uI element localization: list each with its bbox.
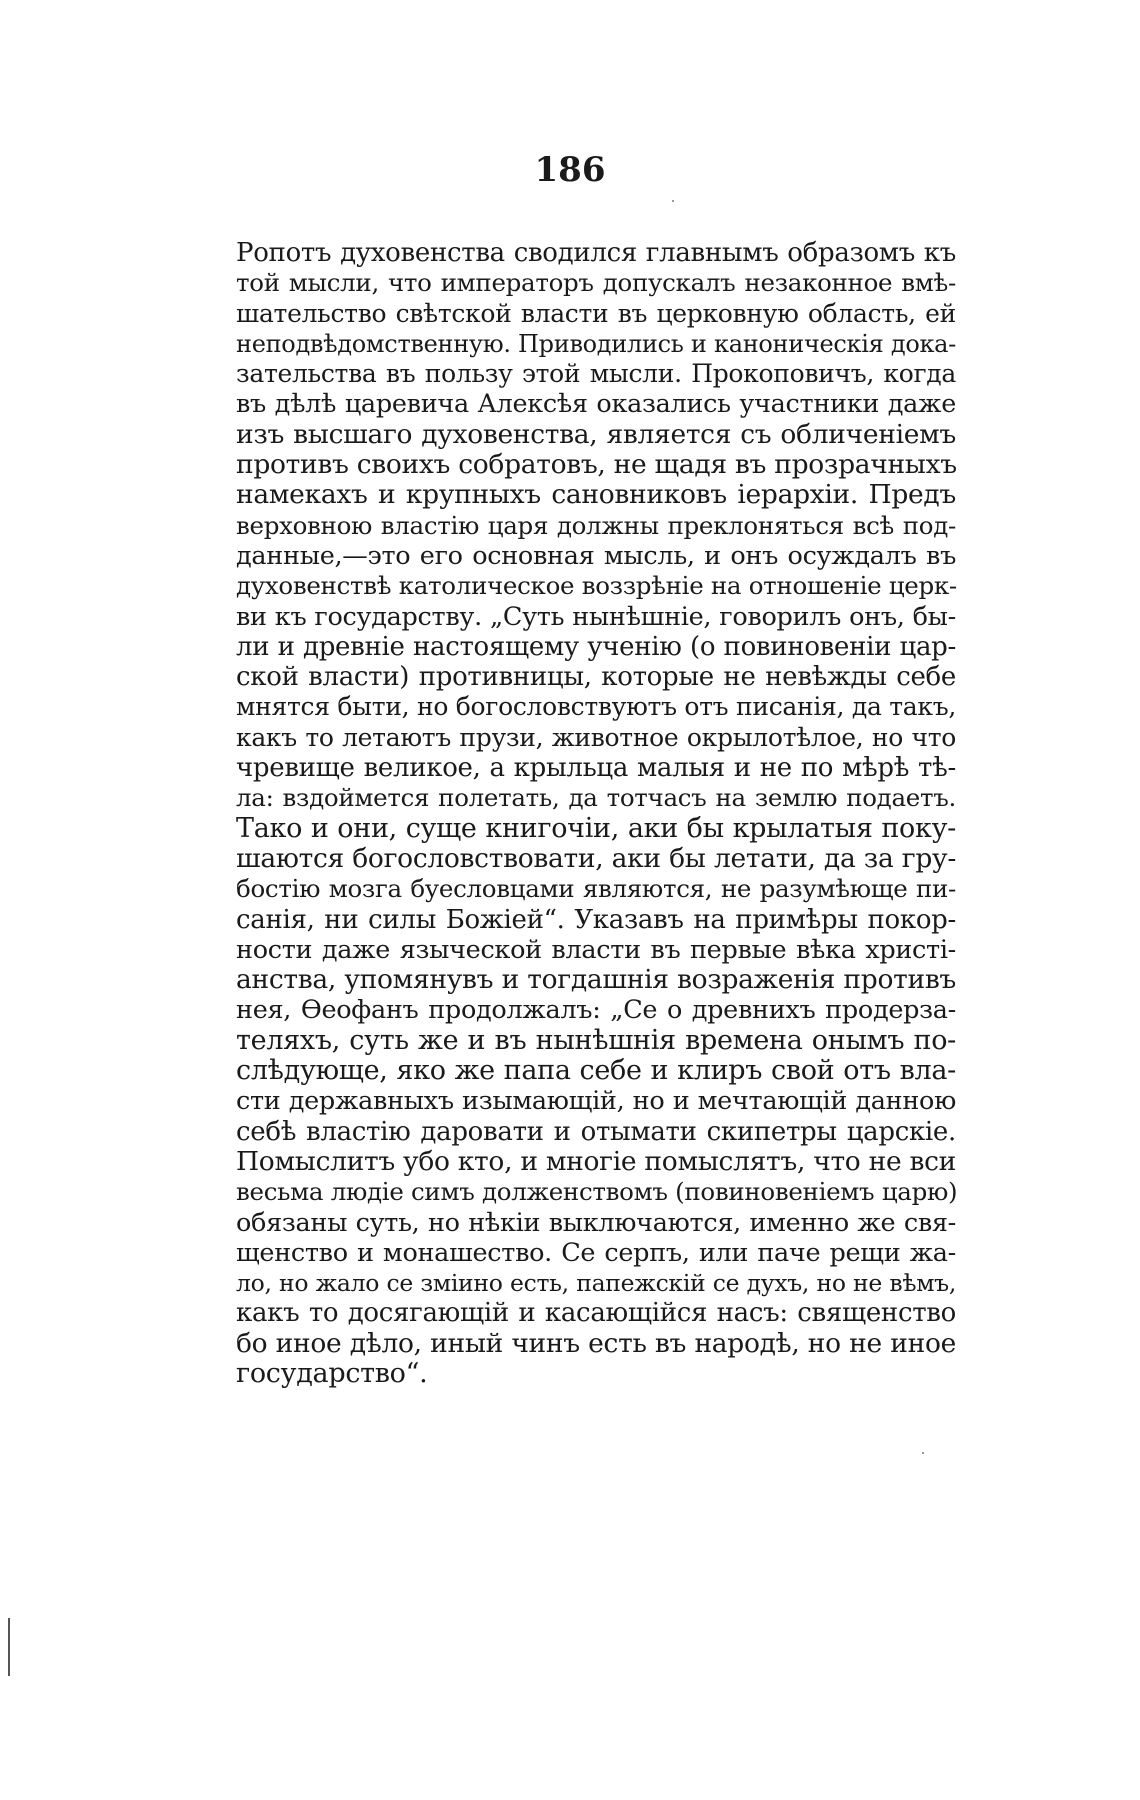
- text-line: зательства въ пользу этой мысли. Прокоповичъ, когда: [236, 359, 956, 389]
- text-line: государство“.: [236, 1357, 428, 1389]
- text-line: шаются богословствовати, аки бы летати, да за гру-: [236, 842, 956, 874]
- text-line: слѣдующе, яко же папа себе и клиръ свой отъ вла-: [236, 1055, 956, 1087]
- text-line: сти державныхъ изымающій, но и мечтающій данною: [236, 1086, 956, 1117]
- text-line: Помыслитъ убо кто, и многіе помыслятъ, что не вси: [236, 1145, 956, 1177]
- text-line: санія, ни силы Божіей“. Указавъ на примѣры покор-: [236, 904, 956, 935]
- text-line: ви къ государству. „Суть нынѣшніе, говорилъ онъ, бы-: [236, 601, 956, 632]
- page-number: 186: [534, 150, 606, 190]
- body-text: [236, 238, 956, 1389]
- text-line: мнятся быти, но богословствуютъ отъ писанія, да такъ,: [236, 692, 956, 722]
- text-line: Ропотъ духовенства сводился главнымъ образомъ къ: [236, 238, 956, 268]
- text-line: изъ высшаго духовенства, является съ обличеніемъ: [236, 418, 956, 450]
- margin-scan-mark: [8, 1618, 10, 1676]
- text-line: верховною властію царя должны преклоняться всѣ под-: [236, 510, 956, 540]
- text-line: теляхъ, суть же и въ нынѣшнія времена онымъ по-: [236, 1024, 956, 1056]
- text-line: намекахъ и крупныхъ сановниковъ іерархіи. Предъ: [236, 479, 956, 511]
- text-line: ли и древніе настоящему ученію (о повиновеніи цар-: [236, 631, 956, 662]
- text-line: ской власти) противницы, которые не невѣжды себе: [236, 662, 956, 693]
- text-line: той мысли, что императоръ допускалъ незаконное вмѣ-: [236, 268, 956, 298]
- text-line: противъ своихъ собратовъ, не щадя въ прозрачныхъ: [236, 449, 957, 481]
- text-line: какъ то досягающій и касающійся насъ: священство: [236, 1298, 956, 1329]
- scan-speck: [922, 1452, 924, 1454]
- text-line: Тако и они, суще книгочіи, аки бы крылатыя поку-: [236, 812, 956, 844]
- text-line: духовенствѣ католическое воззрѣніе на отношеніе церк-: [236, 571, 957, 601]
- text-line: данные,—это его основная мысль, и онъ осуждалъ въ: [236, 540, 956, 571]
- text-line: въ дѣлѣ царевича Алексѣя оказались участники даже: [236, 389, 956, 420]
- text-line: ло, но жало се зміино есть, папежскій се духъ, но не вѣмъ,: [236, 1269, 956, 1298]
- text-line: ности даже языческой власти въ первые вѣка христі-: [236, 934, 956, 965]
- scan-speck: [672, 200, 674, 202]
- text-line: обязаны суть, но нѣкіи выключаются, именно же свя-: [236, 1207, 956, 1238]
- text-line: неподвѣдомственную. Приводились и каноническія дока-: [236, 329, 956, 358]
- text-line: весьма людіе симъ долженствомъ (повиновеніемъ царю): [236, 1177, 958, 1207]
- text-line: какъ то летаютъ прузи, животное окрылотѣлое, но что: [236, 722, 956, 752]
- text-line: чревище великое, а крыльца малыя и не по мѣрѣ тѣ-: [236, 753, 956, 784]
- text-line: ла: вздоймется полетать, да тотчасъ на землю подаетъ.: [236, 783, 956, 813]
- text-line: бо иное дѣло, иный чинъ есть въ народѣ, но не иное: [236, 1327, 956, 1359]
- text-line: бостію мозга буесловцами являются, не разумѣюще пи-: [236, 874, 956, 904]
- text-line: шательство свѣтской власти въ церковную область, ей: [236, 298, 956, 328]
- text-line: себѣ властію даровати и отымати скипетры царскіе.: [236, 1116, 956, 1147]
- text-line: нея, Ѳеофанъ продолжалъ: „Се о древнихъ продерза-: [236, 995, 956, 1026]
- text-line: щенство и монашество. Се серпъ, или паче рещи жа-: [236, 1237, 956, 1268]
- text-line: анства, упомянувъ и тогдашнія возраженія противъ: [236, 964, 956, 996]
